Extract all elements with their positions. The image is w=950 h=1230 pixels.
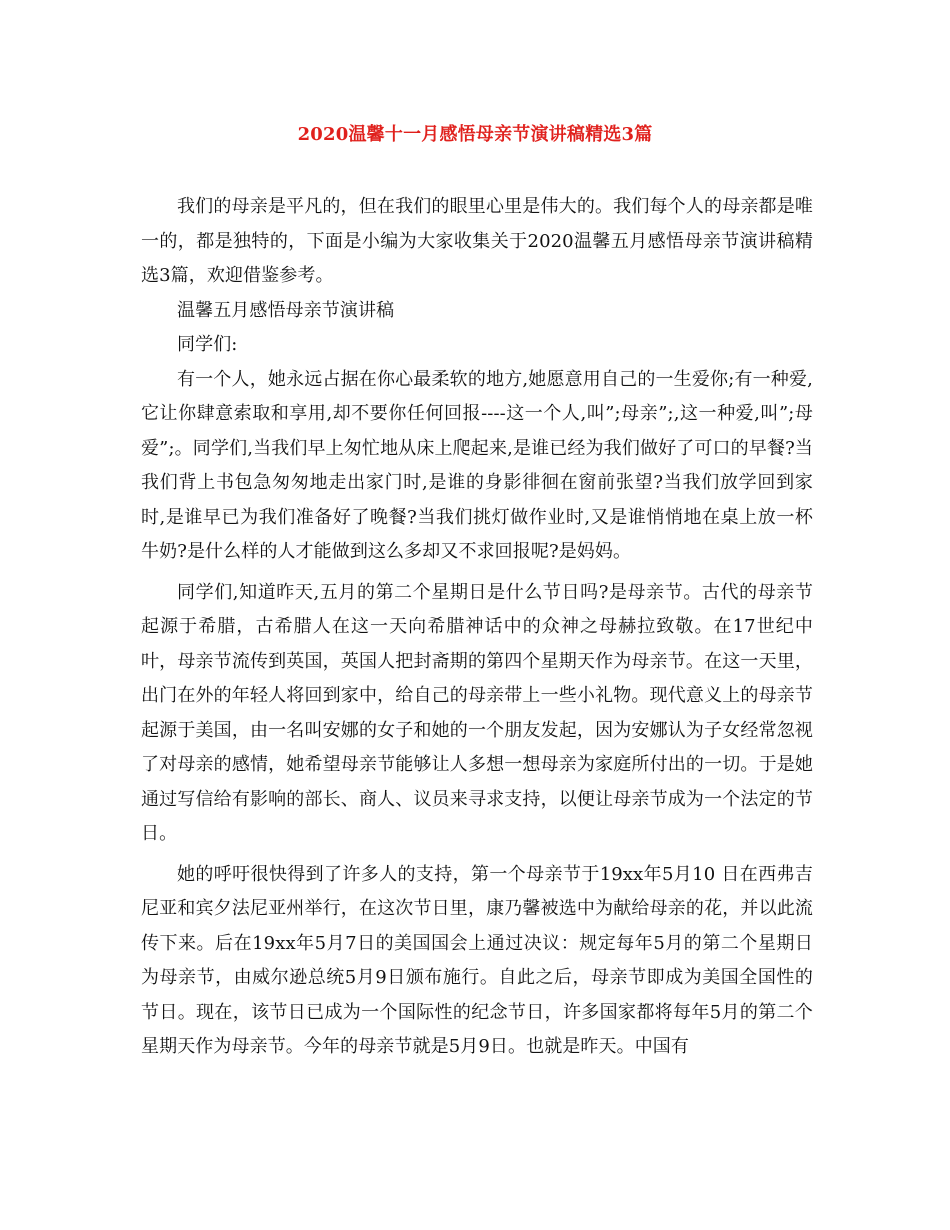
body-paragraph: 同学们,知道昨天,五月的第二个星期日是什么节日吗?是母亲节。古代的母亲节起源于希腊，古希腊人在这一天向希腊神话中的众神之母赫拉致敬。在17世纪中叶，母亲节流传到英国，英国人把封斋期的第四个星期天作为母亲节。在这一天里，出门在外的年轻人将回到家中，给自己的母亲带上一些小礼物。现代意义上的母亲节起源于美国，由一名叫安娜的女子和她的一个朋友发起，因为安娜认为子女经常忽视了对母亲的感情，她希望母亲节能够让人多想一想母亲为家庭所付出的一切。于是她通过写信给有影响的部长、商人、议员来寻求支持，以便让母亲节成为一个法定的节日。 <box>141 581 813 844</box>
salutation: 同学们: <box>177 334 238 355</box>
section-heading: 温馨五月感悟母亲节演讲稿 <box>177 299 395 321</box>
body-paragraph: 她的呼吁很快得到了许多人的支持，第一个母亲节于19xx年5月10 日在西弗吉尼亚和宾夕法尼亚州举行，在这次节日里，康乃馨被选中为献给母亲的花，并以此流传下来。后在19xx年5月7日的美国国会上通过决议：规定每年5月的第二个星期日为母亲节，由威尔逊总统5月9日颁布施行。自此之后，母亲节即成为美国全国性的节日。现在，该节日已成为一个国际性的纪念节日，许多国家都将每年5月的第二个星期天作为母亲节。今年的母亲节就是5月9日。也就是昨天。中国有 <box>141 863 813 1057</box>
document-body <box>141 190 813 1065</box>
body-paragraph: 有一个人，她永远占据在你心最柔软的地方,她愿意用自己的一生爱你;有一种爱,它让你肆意索取和享用,却不要你任何回报----这一个人,叫”;母亲”;,这一种爱,叫”;母爱”;。同学们,当我们早上匆忙地从床上爬起来,是谁已经为我们做好了可口的早餐?当我们背上书包急匆匆地走出家门时,是谁的身影徘徊在窗前张望?当我们放学回到家时,是谁早已为我们准备好了晚餐?当我们挑灯做作业时,又是谁悄悄地在桌上放一杯牛奶?是什么样的人才能做到这么多却又不求回报呢?是妈妈。 <box>141 368 813 562</box>
intro-paragraph: 我们的母亲是平凡的，但在我们的眼里心里是伟大的。我们每个人的母亲都是唯一的，都是独特的，下面是小编为大家收集关于2020温馨五月感悟母亲节演讲稿精选3篇，欢迎借鉴参考。 <box>141 196 813 286</box>
document-title: 2020温馨十一月感悟母亲节演讲稿精选3篇 <box>297 124 653 145</box>
